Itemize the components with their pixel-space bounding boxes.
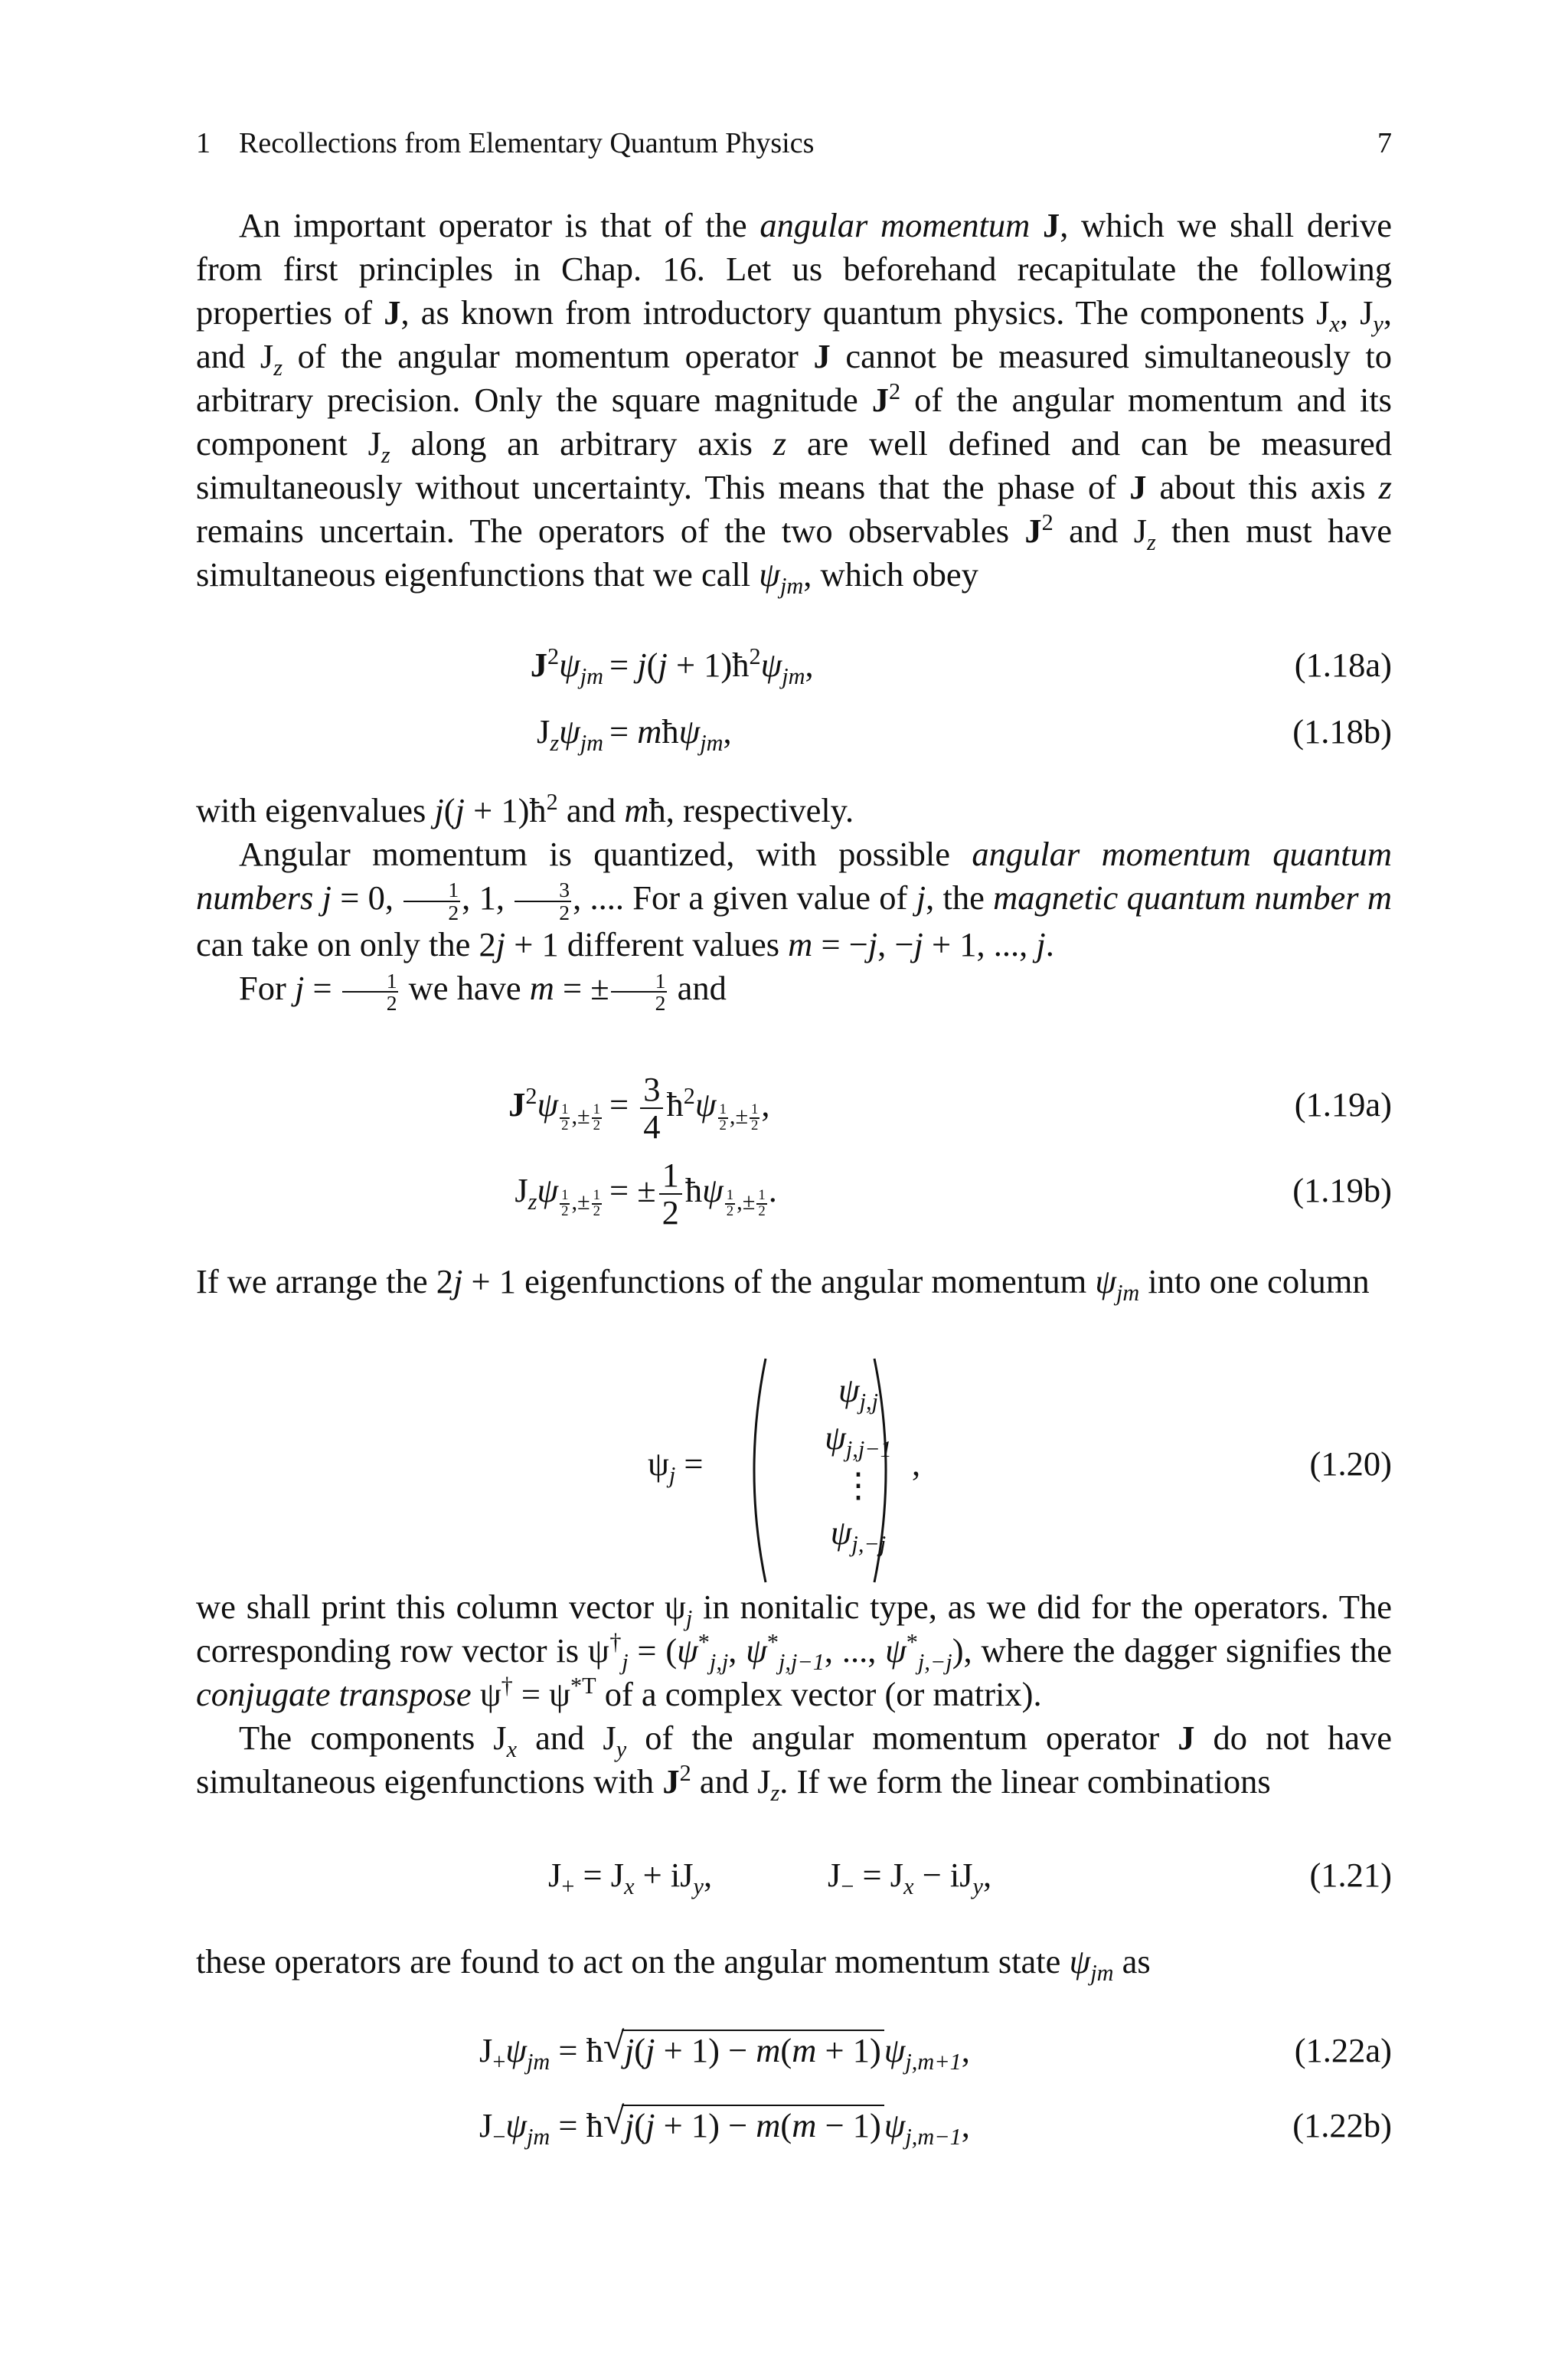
equation-number: (1.21)	[1309, 1856, 1392, 1894]
equation-1-20: $\psi_j$ = $\psi_{j,j}$ $\psi_{j,j-1}$ ⋮ $\psi_{j,-j}$ , (1.20)	[196, 1356, 1392, 1585]
equation-1-19a: $J^2\psi$ $_{\frac{1}{2} ,\pm \frac{1}{2}}$ = $\frac{3}{4}$ $ħ^2\psi$ $_{\frac{1}{2} ,\pm \frac{1}{2}}$ , (1.19a)	[196, 1066, 1392, 1143]
equation-number: (1.18a)	[1294, 646, 1392, 684]
equation-number: (1.22b)	[1292, 2106, 1392, 2144]
term-conjugate-transpose: conjugate transpose	[196, 1675, 472, 1713]
equation-number: (1.22a)	[1294, 2031, 1392, 2069]
term-angular-momentum: angular momentum	[760, 206, 1031, 244]
paragraph-operators-act: these operators are found to act on the angular momentum state $\psi_{jm}$ as	[196, 1942, 1151, 1986]
equation-number: (1.19b)	[1292, 1171, 1392, 1209]
equation-1-22b: $J_-\psi_{jm}$ = ħ √ $j(j + 1) - m(m - 1)\psi_{j,m-1}$, (1.22b)	[196, 2098, 1392, 2152]
page-number: 7	[1377, 127, 1392, 159]
left-parenthesis	[740, 1356, 770, 1585]
paragraph-column-arrangement: If we arrange the 2j + 1 eigenfunctions of the angular momentum $\psi_{jm}$ into one column	[196, 1262, 1370, 1306]
equation-number: (1.20)	[1309, 1444, 1392, 1483]
equation-1-18a: $J^2\psi_{jm}$ = $j(j + 1)ħ^2\psi_{jm}$, (1.18a)	[196, 642, 1392, 688]
paragraph-row-vector: we shall print this column vector $\psi_j$ in nonitalic type, as we did for the operators. The corresponding row vector is $\psi^\dagger_j = (\psi^*_{j,j}$, $\psi^*_{j,j-1}$, ..., $\psi^*_{j,-j}$), where the dagger signifies the conjugate transpose $\psi^\dagger = \psi^{*T}$ of a complex vector (or matrix). The components $J_x$ and $J_y$ of the angular momentum operator J do not have simultaneous eigenfunctions with $J^2$ and $J_z$. If we form the linear combinations	[196, 1588, 1392, 1806]
equation-1-18b: $J_z\psi_{jm}$ = mħψ$_{jm}$, (1.18b)	[196, 708, 1392, 754]
equation-number: (1.19a)	[1294, 1085, 1392, 1124]
column-vector-entries: $\psi_{j,j}$ $\psi_{j,j-1}$ ⋮ $\psi_{j,-j}$	[825, 1371, 892, 1557]
term-magnetic-quantum-number: magnetic quantum number	[993, 878, 1359, 917]
equation-1-21: $J_+ = J_x + iJ_y$, $J_- = J_x - iJ_y$, (1.21)	[196, 1852, 1392, 1898]
chapter-number: 1	[196, 127, 211, 159]
equation-number: (1.18b)	[1292, 712, 1392, 751]
running-header	[196, 124, 1392, 162]
paragraph-angular-momentum-intro: An important operator is that of the angular momentum J, which we shall derive from first principles in Chap. 16. Let us beforehand recapitulate the following properties of J, as known from introductory quantum physics. The components $J_x$, $J_y$, and $J_z$ of the angular momentum operator J cannot be measured simultaneously to arbitrary precision. Only the square magnitude $J^2$ of the angular momentum and its component $J_z$ along an arbitrary axis z are well defined and can be measured simultaneously without uncertainty. This means that the phase of J about this axis z remains uncertain. The operators of the two observables $J^2$ and $J_z$ then must have simultaneous eigenfunctions that we call $\psi_{jm}$, which obey	[196, 206, 1393, 599]
equation-1-19b: $J_z\psi$ $_{\frac{1}{2} ,\pm \frac{1}{2}}$ = ± $\frac{1}{2}$ ħψ $_{\frac{1}{2} ,\pm \frac{1}{2}}$ . (1.19b)	[196, 1152, 1392, 1228]
paragraph-quantization: with eigenvalues $j(j + 1)ħ^2$ and mħ, respectively. Angular momentum is quantized, with possible angular momentum quantum numbers j = 0, $\frac{1}{2}$ , 1, $\frac{3}{2}$ , .... For a given value of j, the magnetic quantum number m can take on only the 2j + 1 different values m = −j, −j + 1, ..., j. For j = $\frac{1}{2}$ we have m = ± $\frac{1}{2}$ and	[196, 789, 1393, 1016]
term-angular-momentum-quantum-numbers: angular momentum quantum numbers	[196, 835, 1392, 917]
right-parenthesis	[870, 1356, 900, 1585]
chapter-title: Recollections from Elementary Quantum Physics	[239, 127, 815, 159]
equation-1-22a: $J_+\psi_{jm}$ = ħ √ $j(j + 1) - m(m + 1)\psi_{j,m+1}$, (1.22a)	[196, 2023, 1392, 2077]
